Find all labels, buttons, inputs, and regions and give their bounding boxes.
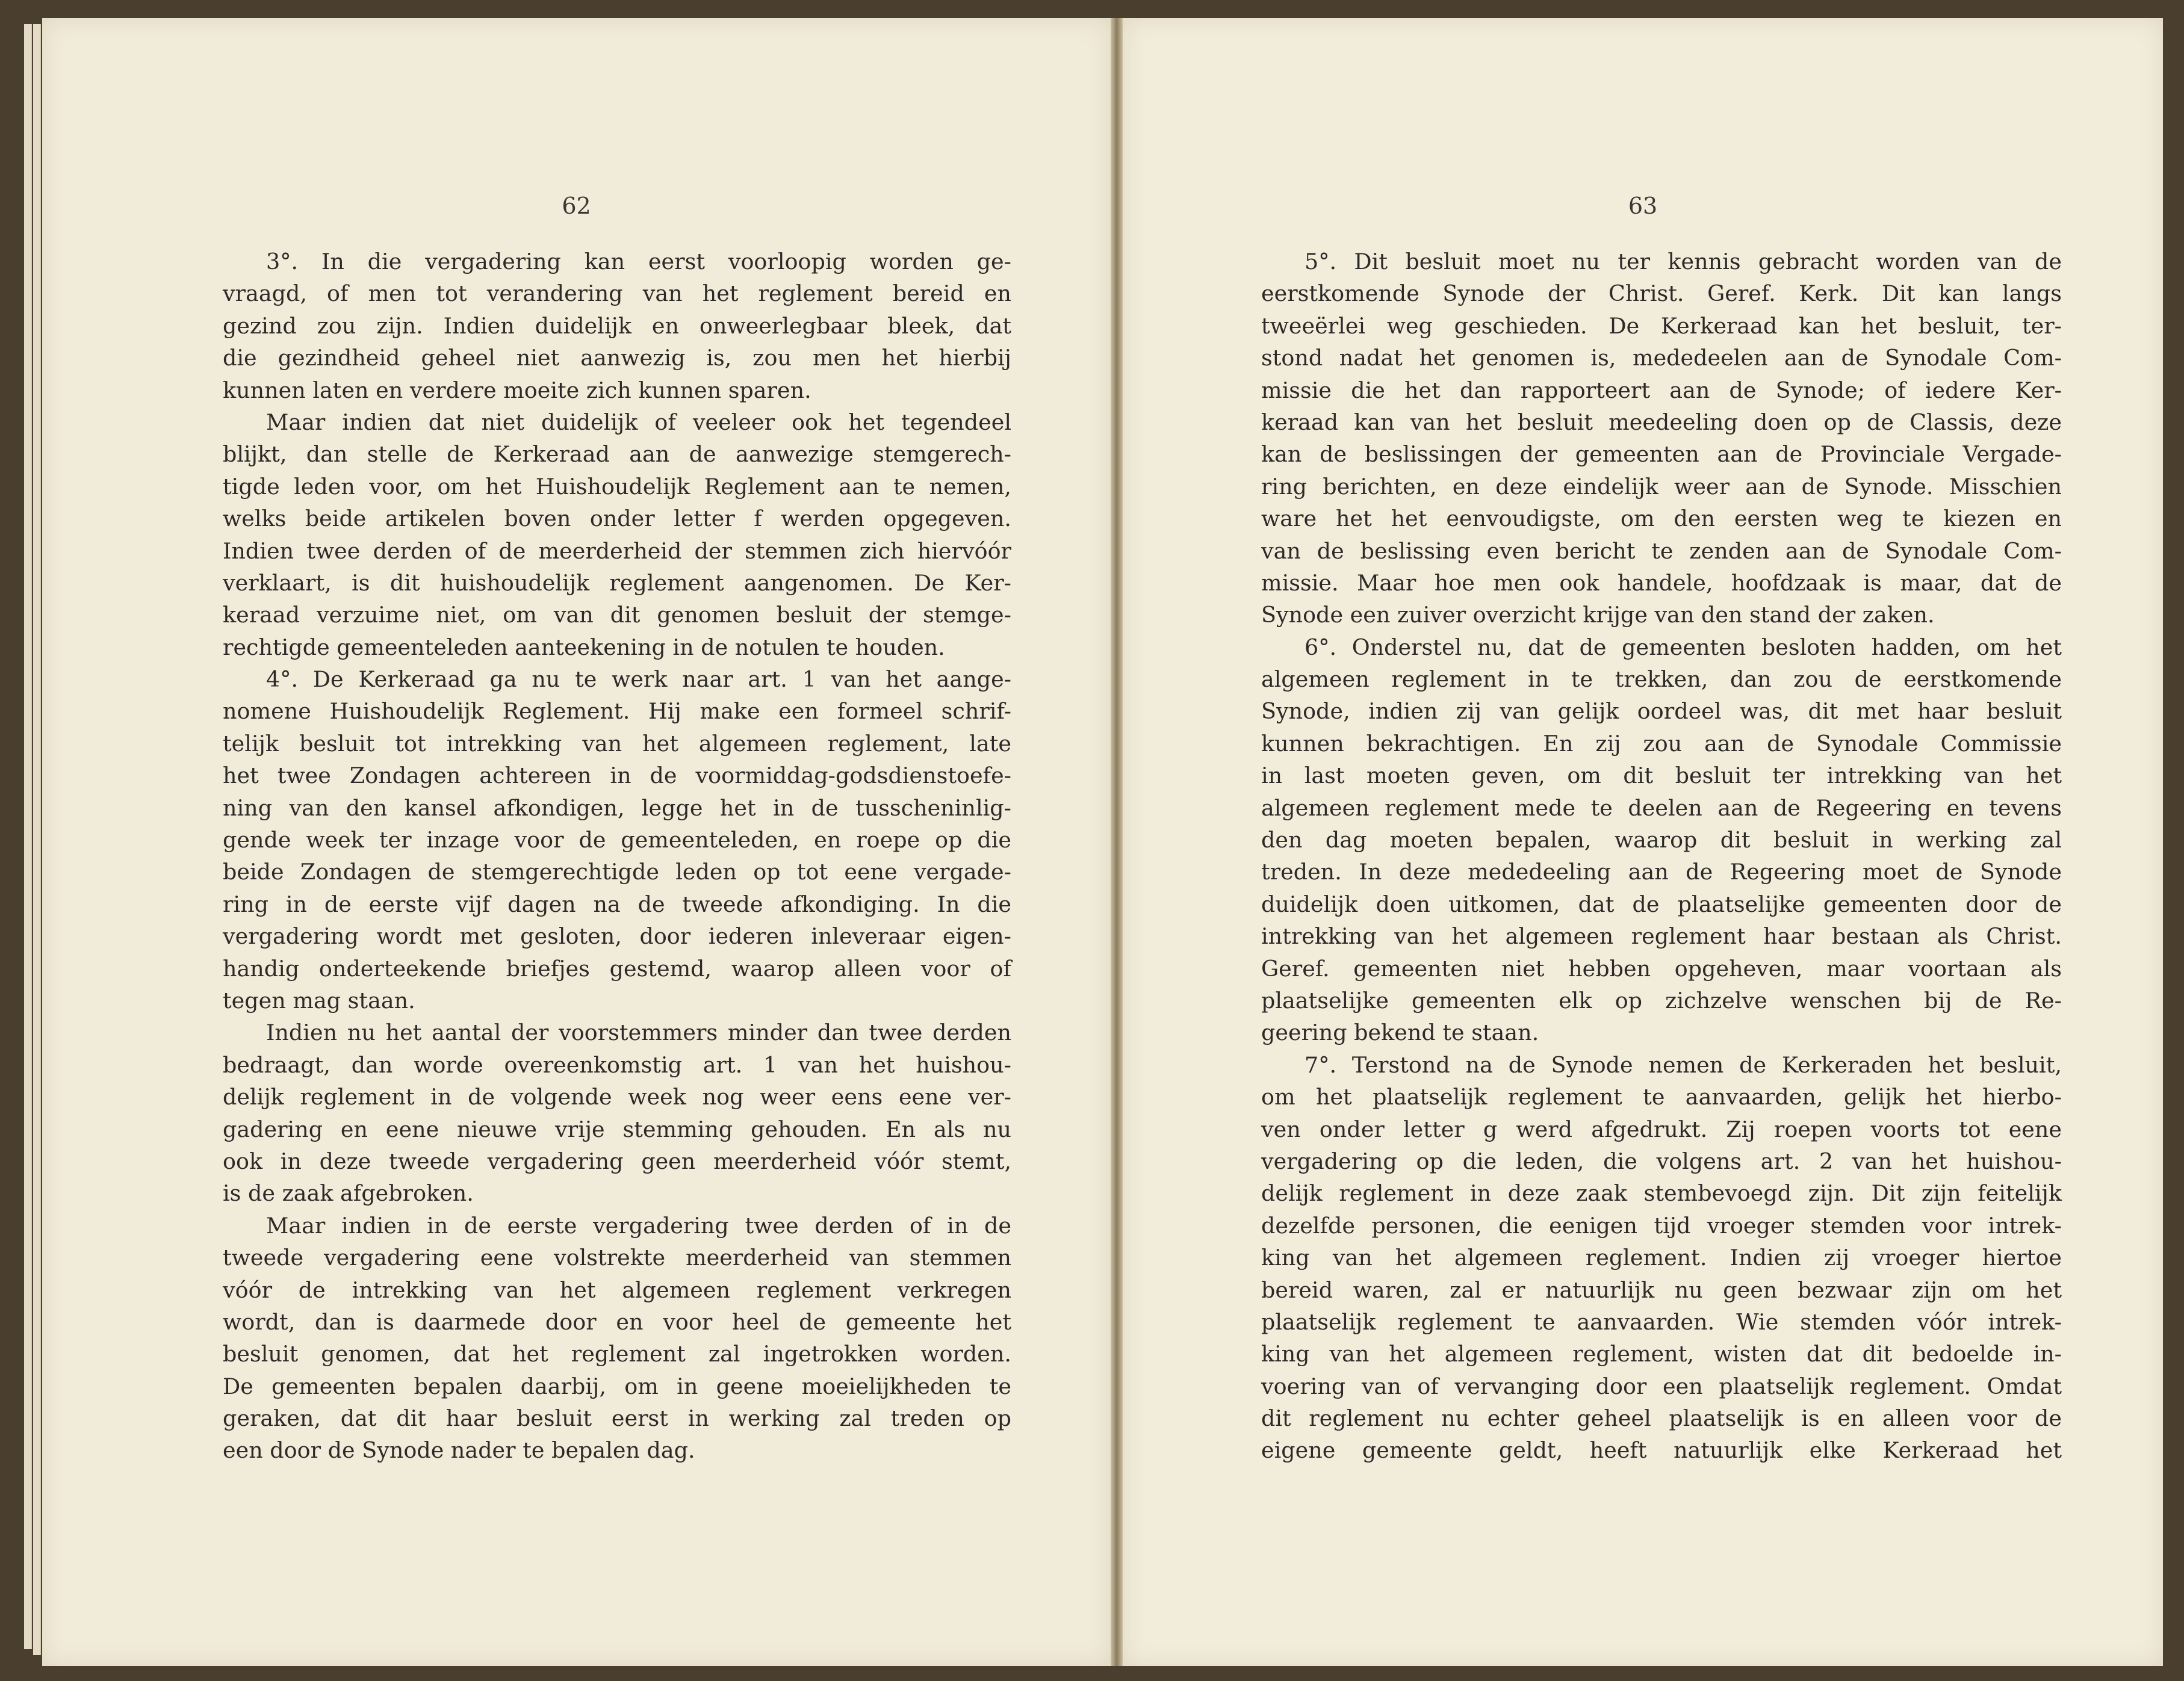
text-line: Geref. gemeenten niet hebben opgeheven, maar voortaan als xyxy=(1261,955,2062,982)
text-line: in last moeten geven, om dit besluit ter intrekking van het xyxy=(1261,763,2062,789)
text-line: den dag moeten bepalen, waarop dit besluit in werking zal xyxy=(1261,827,2062,853)
text-line: ven onder letter g werd afgedrukt. Zij roepen voorts tot eene xyxy=(1261,1116,2062,1142)
text-line: plaatselijke gemeenten elk op zichzelve wenschen bij de Re- xyxy=(1261,987,2062,1014)
text-line: De gemeenten bepalen daarbij, om in geene moeielijkheden te xyxy=(223,1373,1011,1399)
text-line: algemeen reglement mede te deelen aan de Regeering en tevens xyxy=(1261,794,2062,821)
right-page xyxy=(1123,18,2163,1666)
text-line: dezelfde personen, die eenigen tijd vroeger stemden voor intrek- xyxy=(1261,1212,2062,1239)
text-line: kunnen bekrachtigen. En zij zou aan de Synodale Commissie xyxy=(1261,730,2062,757)
text-line: om het plaatselijk reglement te aanvaarden, gelijk het hierbo- xyxy=(1261,1084,2062,1110)
text-line: wordt, dan is daarmede door en voor heel de gemeente het xyxy=(223,1308,1011,1335)
text-line: welks beide artikelen boven onder letter f werden opgegeven. xyxy=(223,506,1011,532)
text-line: Synode een zuiver overzicht krijge van den stand der zaken. xyxy=(1261,602,1935,628)
text-line: 3°. In die vergadering kan eerst voorloopig worden ge- xyxy=(266,249,1011,274)
text-line: kunnen laten en verdere moeite zich kunnen sparen. xyxy=(223,377,811,403)
text-line: missie die het dan rapporteert aan de Synode; of iedere Ker- xyxy=(1261,377,2062,403)
page-edge-stack xyxy=(24,24,32,1649)
text-line: is de zaak afgebroken. xyxy=(223,1180,474,1207)
text-line: beide Zondagen de stemgerechtigde leden op tot eene vergade- xyxy=(223,859,1011,885)
text-line: voering van of vervanging door een plaatselijk reglement. Omdat xyxy=(1261,1373,2062,1399)
text-line: keraad kan van het besluit meedeeling doen op de Classis, deze xyxy=(1261,409,2062,435)
text-line: dit reglement nu echter geheel plaatselijk is en alleen voor de xyxy=(1261,1405,2062,1432)
page-edge-stack xyxy=(33,24,41,1655)
text-line: Indien nu het aantal der voorstemmers minder dan twee derden xyxy=(266,1020,1011,1046)
text-line: duidelijk doen uitkomen, dat de plaatselijke gemeenten door de xyxy=(1261,891,2062,917)
text-line: gende week ter inzage voor de gemeenteleden, en roepe op die xyxy=(223,827,1011,853)
text-line: vergadering wordt met gesloten, door iederen inleveraar eigen- xyxy=(223,923,1011,950)
text-line: vergadering op die leden, die volgens art. 2 van het huishou- xyxy=(1261,1148,2062,1174)
text-line: bereid waren, zal er natuurlijk nu geen bezwaar zijn om het xyxy=(1261,1277,2062,1303)
text-line: plaatselijk reglement te aanvaarden. Wie stemden vóór intrek- xyxy=(1261,1308,2062,1335)
text-line: telijk besluit tot intrekking van het algemeen reglement, late xyxy=(223,730,1011,757)
text-line: ring in de eerste vijf dagen na de tweede afkondiging. In die xyxy=(223,891,1011,917)
text-line: ring berichten, en deze eindelijk weer aan de Synode. Misschien xyxy=(1261,473,2062,500)
text-line: geraken, dat dit haar besluit eerst in werking zal treden op xyxy=(223,1405,1011,1432)
text-line: tweede vergadering eene volstrekte meerderheid van stemmen xyxy=(223,1245,1011,1271)
text-line: die gezindheid geheel niet aanwezig is, zou men het hierbij xyxy=(223,345,1011,371)
text-line: 6°. Onderstel nu, dat de gemeenten besloten hadden, om het xyxy=(1305,634,2062,660)
text-line: treden. In deze mededeeling aan de Regeering moet de Synode xyxy=(1261,859,2062,885)
text-line: 5°. Dit besluit moet nu ter kennis gebracht worden van de xyxy=(1305,249,2062,274)
text-line: blijkt, dan stelle de Kerkeraad aan de aanwezige stemgerech- xyxy=(223,441,1011,468)
text-line: missie. Maar hoe men ook handele, hoofdzaak is maar, dat de xyxy=(1261,569,2062,596)
right-page-body xyxy=(1261,246,2062,1467)
text-line: king van het algemeen reglement. Indien zij vroeger hiertoe xyxy=(1261,1245,2062,1271)
text-line: 4°. De Kerkeraad ga nu te werk naar art. 1 van het aange- xyxy=(266,666,1011,693)
text-line: Synode, indien zij van gelijk oordeel was, dit met haar besluit xyxy=(1261,698,2062,725)
text-line: tegen mag staan. xyxy=(223,987,415,1014)
text-line: keraad verzuime niet, om van dit genomen besluit der stemge- xyxy=(223,602,1011,628)
text-line: ning van den kansel afkondigen, legge het in de tusscheninlig- xyxy=(223,794,1011,821)
text-line: delijk reglement in de volgende week nog weer eens eene ver- xyxy=(223,1084,1011,1110)
text-line: intrekking van het algemeen reglement haar bestaan als Christ. xyxy=(1261,923,2062,950)
text-line: Maar indien in de eerste vergadering twee derden of in de xyxy=(266,1212,1011,1239)
text-line: algemeen reglement in te trekken, dan zou de eerstkomende xyxy=(1261,666,2062,693)
text-line: Indien twee derden of de meerderheid der stemmen zich hiervóór xyxy=(223,537,1011,564)
text-line: 7°. Terstond na de Synode nemen de Kerkeraden het besluit, xyxy=(1305,1051,2062,1078)
left-page xyxy=(42,18,1111,1666)
text-line: tweeërlei weg geschieden. De Kerkeraad kan het besluit, ter- xyxy=(1261,312,2062,339)
left-page-body xyxy=(223,246,1011,1467)
text-line: van de beslissing even bericht te zenden aan de Synodale Com- xyxy=(1261,537,2062,564)
text-line: een door de Synode nader te bepalen dag. xyxy=(223,1437,695,1464)
text-line: ware het het eenvoudigste, om den eersten weg te kiezen en xyxy=(1261,506,2062,532)
text-line: king van het algemeen reglement, wisten dat dit bedoelde in- xyxy=(1261,1341,2062,1367)
book-gutter xyxy=(1111,18,1123,1666)
text-line: delijk reglement in deze zaak stembevoegd zijn. Dit zijn feitelijk xyxy=(1261,1180,2062,1207)
text-line: bedraagt, dan worde overeenkomstig art. 1 van het huishou- xyxy=(223,1051,1011,1078)
text-line: verklaart, is dit huishoudelijk reglement aangenomen. De Ker- xyxy=(223,569,1011,596)
text-line: stond nadat het genomen is, mededeelen aan de Synodale Com- xyxy=(1261,345,2062,371)
text-line: vraagd, of men tot verandering van het reglement bereid en xyxy=(223,280,1011,307)
text-line: nomene Huishoudelijk Reglement. Hij make een formeel schrif- xyxy=(223,698,1011,725)
text-line: gezind zou zijn. Indien duidelijk en onweerlegbaar bleek, dat xyxy=(223,312,1011,339)
text-line: gadering en eene nieuwe vrije stemming gehouden. En als nu xyxy=(223,1116,1011,1142)
text-line: Maar indien dat niet duidelijk of veeleer ook het tegendeel xyxy=(266,409,1011,435)
page-number-right: 63 xyxy=(1628,193,1658,219)
text-line: eerstkomende Synode der Christ. Geref. Kerk. Dit kan langs xyxy=(1261,280,2062,307)
text-line: vóór de intrekking van het algemeen reglement verkregen xyxy=(223,1277,1011,1303)
page-number-left: 62 xyxy=(562,193,591,219)
text-line: handig onderteekende briefjes gestemd, waarop alleen voor of xyxy=(223,955,1011,982)
text-line: besluit genomen, dat het reglement zal ingetrokken worden. xyxy=(223,1341,1011,1367)
text-line: ook in deze tweede vergadering geen meerderheid vóór stemt, xyxy=(223,1148,1011,1174)
text-line: tigde leden voor, om het Huishoudelijk Reglement aan te nemen, xyxy=(223,473,1011,500)
text-line: het twee Zondagen achtereen in de voormiddag-godsdienstoefe- xyxy=(223,763,1011,789)
text-line: kan de beslissingen der gemeenten aan de Provinciale Vergade- xyxy=(1261,441,2062,468)
text-line: eigene gemeente geldt, heeft natuurlijk elke Kerkeraad het xyxy=(1261,1437,2062,1464)
text-line: rechtigde gemeenteleden aanteekening in de notulen te houden. xyxy=(223,634,945,660)
text-line: geering bekend te staan. xyxy=(1261,1020,1539,1046)
